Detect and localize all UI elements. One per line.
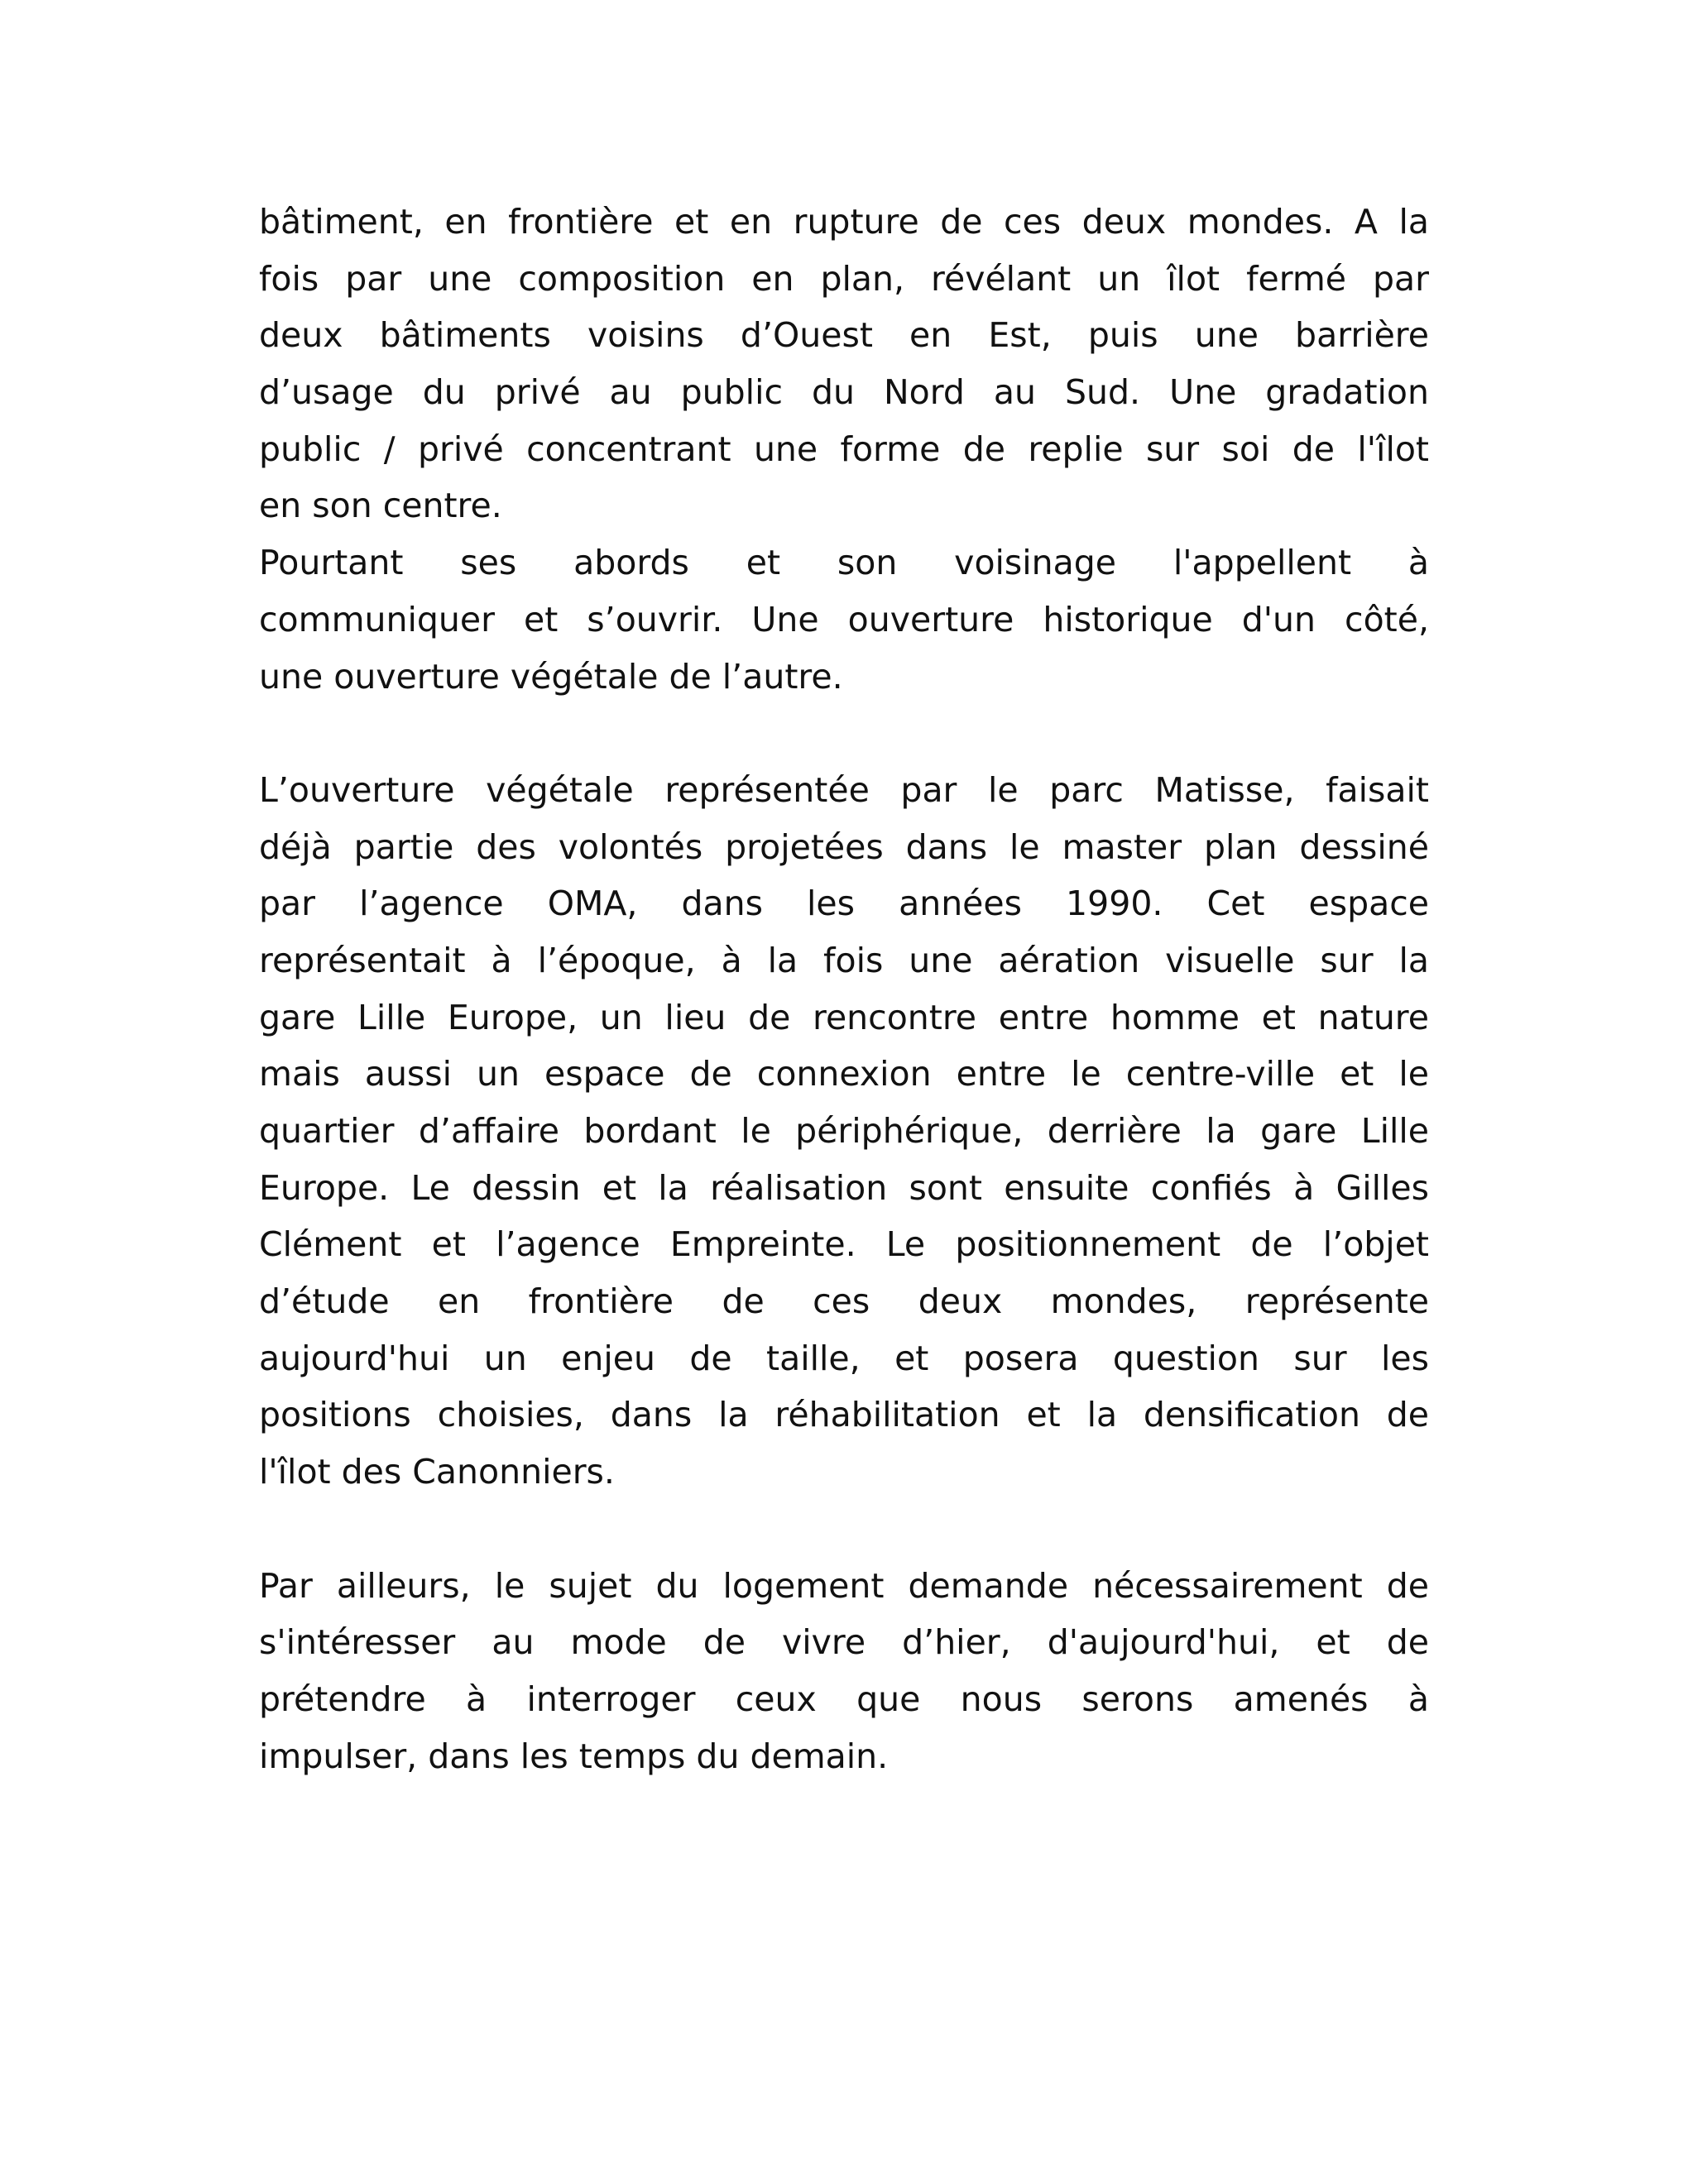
paragraph-spacer [259,1501,1429,1558]
paragraph-4-line-2: s'intéresser au mode de vivre d’hier, d'aujourd'hui, et de [259,1622,1429,1663]
paragraph-4-line-4: impulser, dans les temps du demain. [259,1736,889,1776]
paragraph-1-line-2: fois par une composition en plan, révélant un îlot fermé par [259,258,1429,299]
paragraph-spacer [259,705,1429,762]
paragraph-3-line-4: représentait à l’époque, à la fois une aération visuelle sur la [259,940,1429,980]
paragraph-3-line-8: Europe. Le dessin et la réalisation sont ensuite confiés à Gilles [259,1167,1429,1208]
paragraph-1-line-5: public / privé concentrant une forme de replie sur soi de l'îlot [259,429,1429,469]
paragraph-1-line-4: d’usage du privé au public du Nord au Sud. Une gradation [259,372,1429,413]
paragraph-3-line-11: aujourd'hui un enjeu de taille, et posera question sur les [259,1338,1429,1378]
paragraph-3-line-3: par l’agence OMA, dans les années 1990. Cet espace [259,884,1429,924]
paragraph-3-line-2: déjà partie des volontés projetées dans le master plan dessiné [259,826,1429,867]
paragraph-2-line-3: une ouverture végétale de l’autre. [259,656,843,697]
paragraph-3-line-5: gare Lille Europe, un lieu de rencontre entre homme et nature [259,997,1429,1037]
paragraph-1-line-3: deux bâtiments voisins d’Ouest en Est, puis une barrière [259,315,1429,356]
body-text [259,194,1429,1784]
paragraph-3-line-6: mais aussi un espace de connexion entre le centre-ville et le [259,1054,1429,1094]
paragraph-1-line-1: bâtiment, en frontière et en rupture de ces deux mondes. A la [259,202,1429,242]
paragraph-3-line-12: positions choisies, dans la réhabilitation et la densification de [259,1395,1429,1435]
paragraph-3-line-7: quartier d’affaire bordant le périphérique, derrière la gare Lille [259,1111,1429,1151]
paragraph-2-line-1: Pourtant ses abords et son voisinage l'appellent à [259,543,1429,583]
paragraph-3-line-9: Clément et l’agence Empreinte. Le positionnement de l’objet [259,1224,1429,1265]
paragraph-4-line-3: prétendre à interroger ceux que nous serons amenés à [259,1679,1429,1719]
paragraph-3-line-13: l'îlot des Canonniers. [259,1452,615,1492]
paragraph-4-line-1: Par ailleurs, le sujet du logement demande nécessairement de [259,1565,1429,1606]
paragraph-3-line-1: L’ouverture végétale représentée par le parc Matisse, faisait [259,769,1429,810]
paragraph-2-line-2: communiquer et s’ouvrir. Une ouverture historique d'un côté, [259,599,1429,639]
paragraph-3-line-10: d’étude en frontière de ces deux mondes, représente [259,1281,1429,1322]
paragraph-1-line-6: en son centre. [259,486,502,526]
